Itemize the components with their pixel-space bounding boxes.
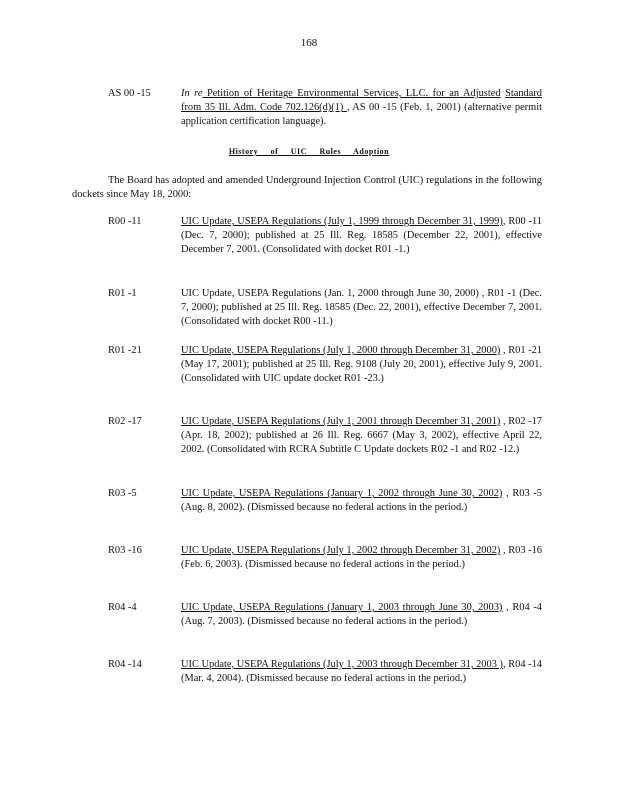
docket-details: , R02 -17 (Apr. 18, 2002); published at 26 Ill. Reg. 6667 (May 3, 2002), effective April 22, 2002. (Consolidated with RCRA Subtitle C Update dockets R02 -1 and R02 -12.) <box>181 416 542 456</box>
case-title-line-2: Standard from 35 Ill. Adm. Code 702.126(d)(1) <box>181 88 542 114</box>
in-re-label: In re <box>181 88 203 99</box>
docket-title: UIC Update, USEPA Regulations (Jan. 1, 2000 through June 30, 2000) <box>181 288 479 299</box>
top-entry <box>108 87 542 130</box>
docket-details: , R03 -16 (Feb. 6, 2003). (Dismissed because no federal actions in the period.) <box>181 545 542 571</box>
docket-details: , R04 -14 (Mar. 4, 2004). (Dismissed because no federal actions in the period.) <box>181 659 542 685</box>
case-title-line-1: Petition of Heritage Environmental Services, LLC. for an Adjusted <box>202 88 501 99</box>
docket-number: R01 -1 <box>108 288 137 299</box>
page-number: 168 <box>300 37 318 49</box>
docket-number: R04 -4 <box>108 602 137 613</box>
docket-title: UIC Update, USEPA Regulations (January 1, 2002 through June 30, 2002) <box>181 488 503 499</box>
docket-number: R00 -11 <box>108 216 142 227</box>
docket-entry <box>108 215 542 258</box>
docket-details: , R04 -4 (Aug. 7, 2003). (Dismissed because no federal actions in the period.) <box>181 602 542 628</box>
docket-entry <box>108 287 542 330</box>
intro-paragraph: The Board has adopted and amended Underground Injection Control (UIC) regulations in the following dockets since May 18, 2000: <box>72 175 542 201</box>
docket-title: UIC Update, USEPA Regulations (July 1, 2002 through December 31, 2002) <box>181 545 501 556</box>
docket-entry <box>108 487 542 515</box>
docket-number: R04 -14 <box>108 659 142 670</box>
docket-details: , R00 -11 (Dec. 7, 2000); published at 25 Ill. Reg. 18585 (December 22, 2001), effective December 7, 2001. (Consolidated with docket R01 -1.) <box>181 216 542 256</box>
docket-number: AS 00 -15 <box>108 88 151 99</box>
docket-number: R01 -21 <box>108 345 142 356</box>
docket-details: , R03 -5 (Aug. 8, 2002). (Dismissed because no federal actions in the period.) <box>181 488 542 514</box>
docket-entry <box>108 544 542 572</box>
section-heading: History of UIC Rules Adoption <box>228 147 390 156</box>
docket-number: R02 -17 <box>108 416 142 427</box>
docket-entry <box>108 415 542 458</box>
docket-entry <box>108 601 542 629</box>
docket-title: UIC Update, USEPA Regulations (July 1, 1999 through December 31, 1999) <box>181 216 503 227</box>
docket-title: UIC Update, USEPA Regulations (January 1, 2003 through June 30, 2003) <box>181 602 503 613</box>
docket-details: , R01 -1 (Dec. 7, 2000); published at 25 Ill. Reg. 18585 (Dec. 22, 2001), effective December 7, 2001. (Consolidated with docket R00 -11.) <box>181 288 542 328</box>
docket-entry <box>108 658 542 686</box>
docket-entry <box>108 344 542 387</box>
case-citation: , AS 00 -15 (Feb. 1, 2001) (alternative permit application certification language). <box>181 102 542 128</box>
docket-title: UIC Update, USEPA Regulations (July 1, 2003 through December 31, 2003 ) <box>181 659 503 670</box>
docket-number: R03 -16 <box>108 545 142 556</box>
docket-number: R03 -5 <box>108 488 137 499</box>
docket-details: , R01 -21 (May 17, 2001); published at 25 Ill. Reg. 9108 (July 20, 2001), effective July 9, 2001. (Consolidated with UIC update docket R01 -23.) <box>181 345 542 385</box>
entry-description <box>181 87 542 130</box>
docket-title: UIC Update, USEPA Regulations (July 1, 2001 through December 31, 2001) <box>181 416 501 427</box>
docket-title: UIC Update, USEPA Regulations (July 1, 2000 through December 31, 2000) <box>181 345 501 356</box>
